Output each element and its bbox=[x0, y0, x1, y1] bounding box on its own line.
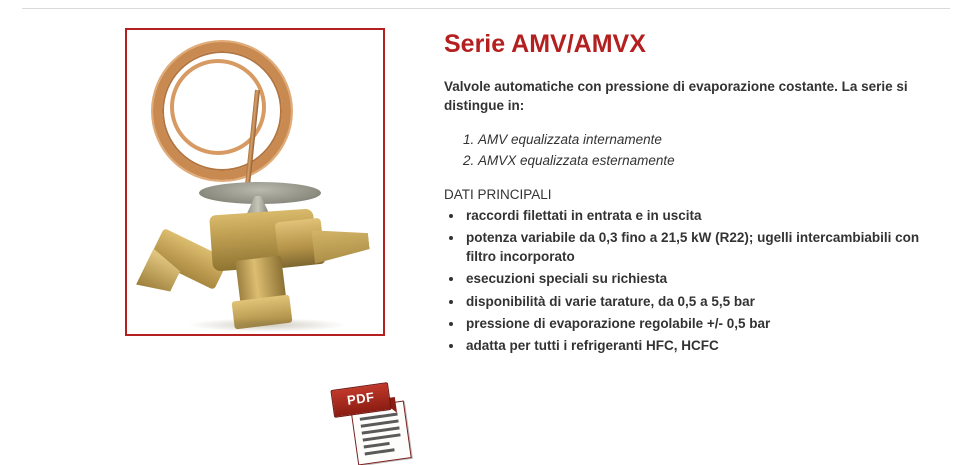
specs-list bbox=[444, 206, 944, 355]
page-title: Serie AMV/AMVX bbox=[444, 30, 646, 58]
list-item: • disponibilità di varie tarature, da 0,5 a 5,5 bar bbox=[464, 292, 944, 311]
list-item: 2. AMVX equalizzata esternamente bbox=[478, 151, 944, 171]
valve-illustration bbox=[127, 30, 383, 334]
intro-paragraph: Valvole automatiche con pressione di evaporazione costante. La serie si distingue in: bbox=[444, 78, 908, 114]
list-item: • raccordi filettati in entrata e in uscita bbox=[464, 206, 944, 225]
specs-heading: DATI PRINCIPALI bbox=[444, 187, 552, 202]
capillary-coil-icon bbox=[153, 42, 291, 180]
header-divider bbox=[22, 8, 950, 9]
pdf-badge-label: PDF bbox=[330, 382, 391, 418]
product-image-frame[interactable] bbox=[125, 28, 385, 336]
product-description-column bbox=[444, 30, 944, 358]
pdf-download-link[interactable] bbox=[330, 386, 414, 462]
list-item: • pressione di evaporazione regolabile +/- 0,5 bar bbox=[464, 314, 944, 333]
list-item: • esecuzioni speciali su richiesta bbox=[464, 269, 944, 288]
variant-list bbox=[444, 130, 944, 171]
product-media-column bbox=[125, 28, 387, 408]
list-item: 1. AMV equalizzata internamente bbox=[478, 130, 944, 150]
list-item: • adatta per tutti i refrigeranti HFC, HCFC bbox=[464, 336, 944, 355]
list-item: • potenza variabile da 0,3 fino a 21,5 kW (R22); ugelli intercambiabili con filtro incorporato bbox=[464, 228, 944, 266]
product-shadow bbox=[187, 318, 347, 332]
